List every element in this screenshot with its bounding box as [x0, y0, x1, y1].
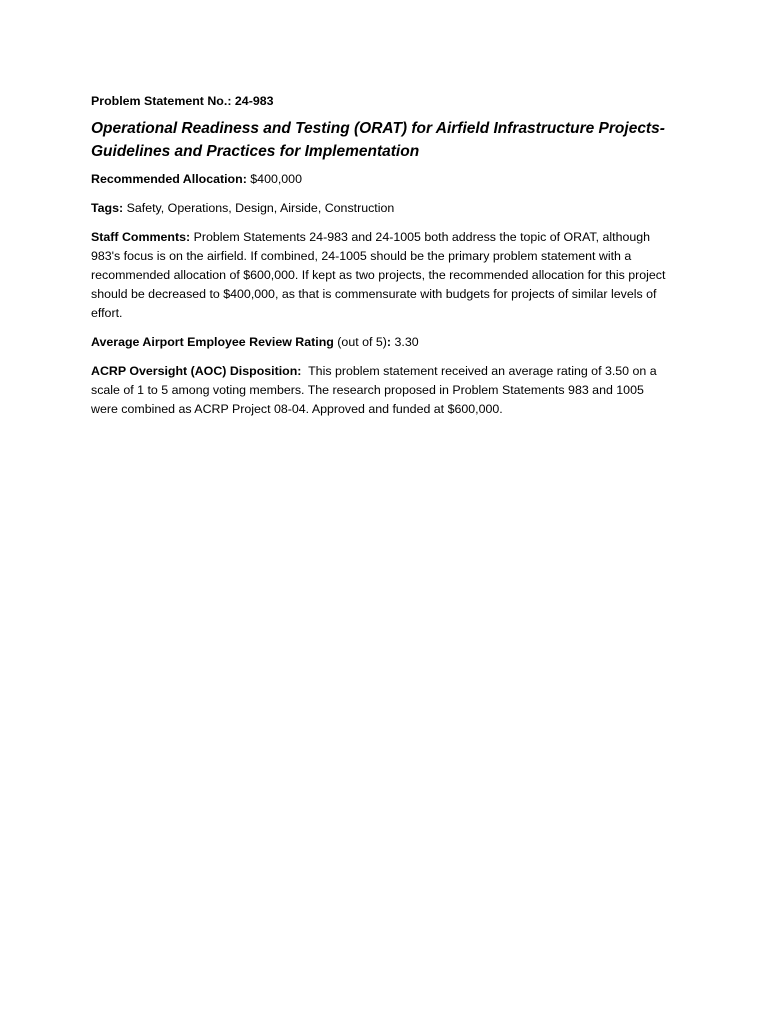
review-rating-label: Average Airport Employee Review Rating	[91, 335, 334, 349]
review-rating	[91, 333, 672, 352]
problem-statement-number	[91, 92, 672, 111]
review-rating-value: 3.30	[394, 335, 419, 349]
problem-statement-label: Problem Statement No.:	[91, 94, 232, 108]
recommended-allocation-label: Recommended Allocation:	[91, 172, 247, 186]
problem-statement-value: 24-983	[234, 94, 274, 108]
review-rating-colon: :	[386, 335, 392, 349]
recommended-allocation	[91, 170, 672, 189]
staff-comments-label: Staff Comments:	[91, 230, 191, 244]
document-title: Operational Readiness and Testing (ORAT) for Airfield Infrastructure Projects-Guidelines and Practices for Implementation	[91, 120, 665, 160]
aoc-disposition	[91, 362, 672, 419]
tags-value: Safety, Operations, Design, Airside, Construction	[126, 201, 395, 215]
tags	[91, 199, 672, 218]
tags-label: Tags:	[91, 201, 124, 215]
review-rating-qualifier: (out of 5)	[337, 335, 387, 349]
aoc-disposition-label: ACRP Oversight (AOC) Disposition:	[91, 364, 302, 378]
aoc-disposition-text: This problem statement received an average rating of 3.50 on a scale of 1 to 5 among voting members. The research proposed in Problem Statements 983 and 1005 were combined as ACRP Project 08-04. Approved and funded at $600,000.	[91, 364, 657, 416]
staff-comments	[91, 228, 672, 323]
staff-comments-text: Problem Statements 24-983 and 24-1005 both address the topic of ORAT, although 983's focus is on the airfield. If combined, 24-1005 should be the primary problem statement with a recommended allocation of $600,000. If kept as two projects, the recommended allocation for this project should be decreased to $400,000, as that is commensurate with budgets for projects of similar levels of effort.	[91, 230, 666, 320]
recommended-allocation-value: $400,000	[250, 172, 302, 186]
